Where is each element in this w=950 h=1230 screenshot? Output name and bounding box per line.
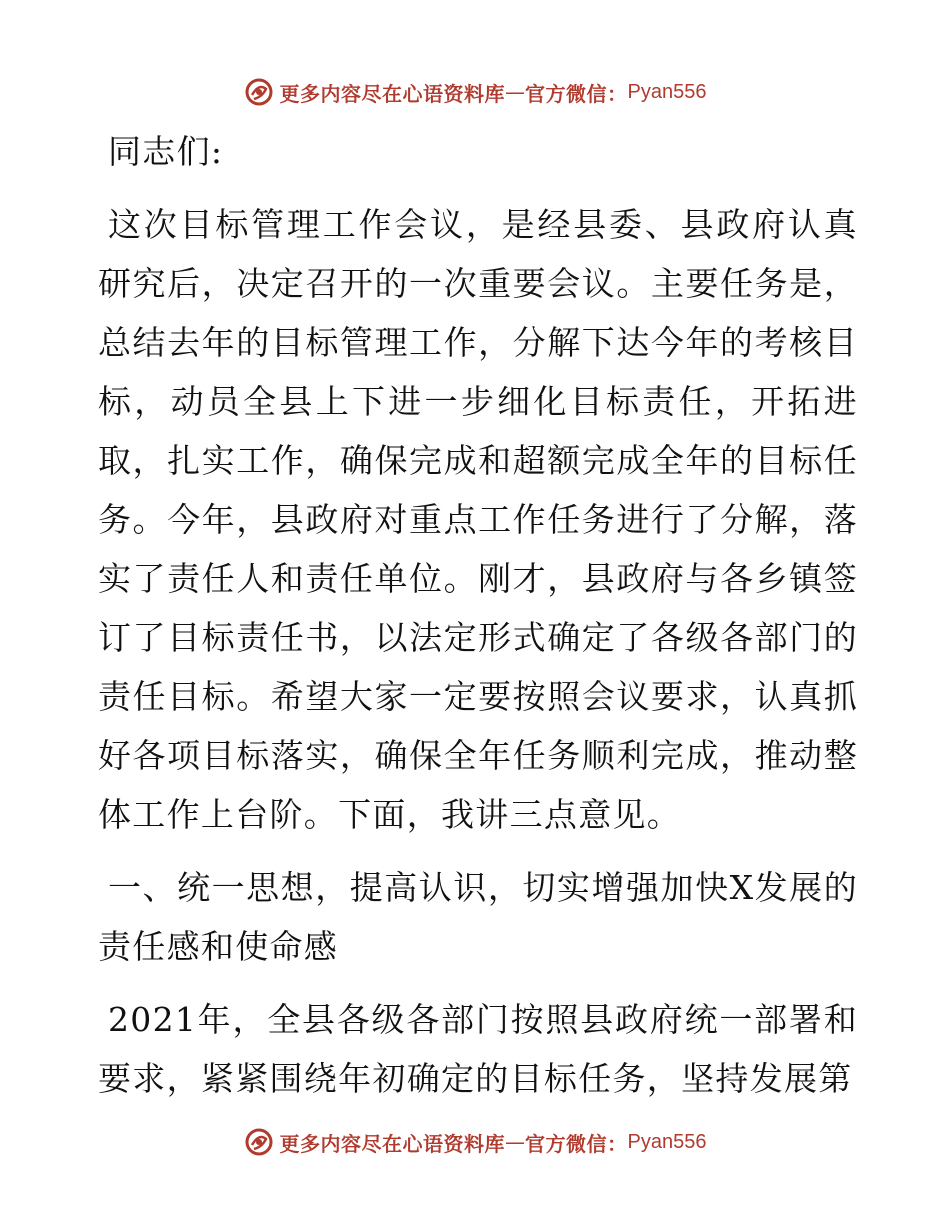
- document-body: [98, 122, 858, 1108]
- section-heading-1: 一、统一思想，提高认识，切实增强加快X发展的责任感和使命感: [98, 868, 858, 966]
- watermark-contact-id: Pyan556: [627, 80, 707, 103]
- red-swirl-logo-icon: [244, 1127, 274, 1157]
- watermark-contact-label: 官方微信：: [525, 1131, 628, 1156]
- footer-watermark: [0, 1122, 950, 1162]
- watermark-contact-label: 官方微信：: [525, 81, 628, 106]
- watermark-contact-id: Pyan556: [627, 1130, 707, 1153]
- watermark-separator: —: [505, 1130, 526, 1154]
- watermark-separator: —: [505, 80, 526, 104]
- paragraph-2: 2021年，全县各级各部门按照县政府统一部署和要求，紧紧围绕年初确定的目标任务，坚持发展第: [98, 1000, 858, 1098]
- salutation: 同志们:: [108, 132, 224, 171]
- watermark-site-text: 更多内容尽在心语资料库: [279, 1131, 506, 1156]
- paragraph-1: 这次目标管理工作会议，是经县委、县政府认真研究后，决定召开的一次重要会议。主要任务是，总结去年的目标管理工作，分解下达今年的考核目标，动员全县上下进一步细化目标责任，开拓进取，扎实工作，确保完成和超额完成全年的目标任务。今年，县政府对重点工作任务进行了分解，落实了责任人和责任单位。刚才，县政府与各乡镇签订了目标责任书，以法定形式确定了各级各部门的责任目标。希望大家一定要按照会议要求，认真抓好各项目标落实，确保全年任务顺利完成，推动整体工作上台阶。下面，我讲三点意见。: [98, 205, 858, 834]
- red-swirl-logo-icon: [244, 77, 274, 107]
- watermark-site-text: 更多内容尽在心语资料库: [279, 81, 506, 106]
- header-watermark: [0, 72, 950, 112]
